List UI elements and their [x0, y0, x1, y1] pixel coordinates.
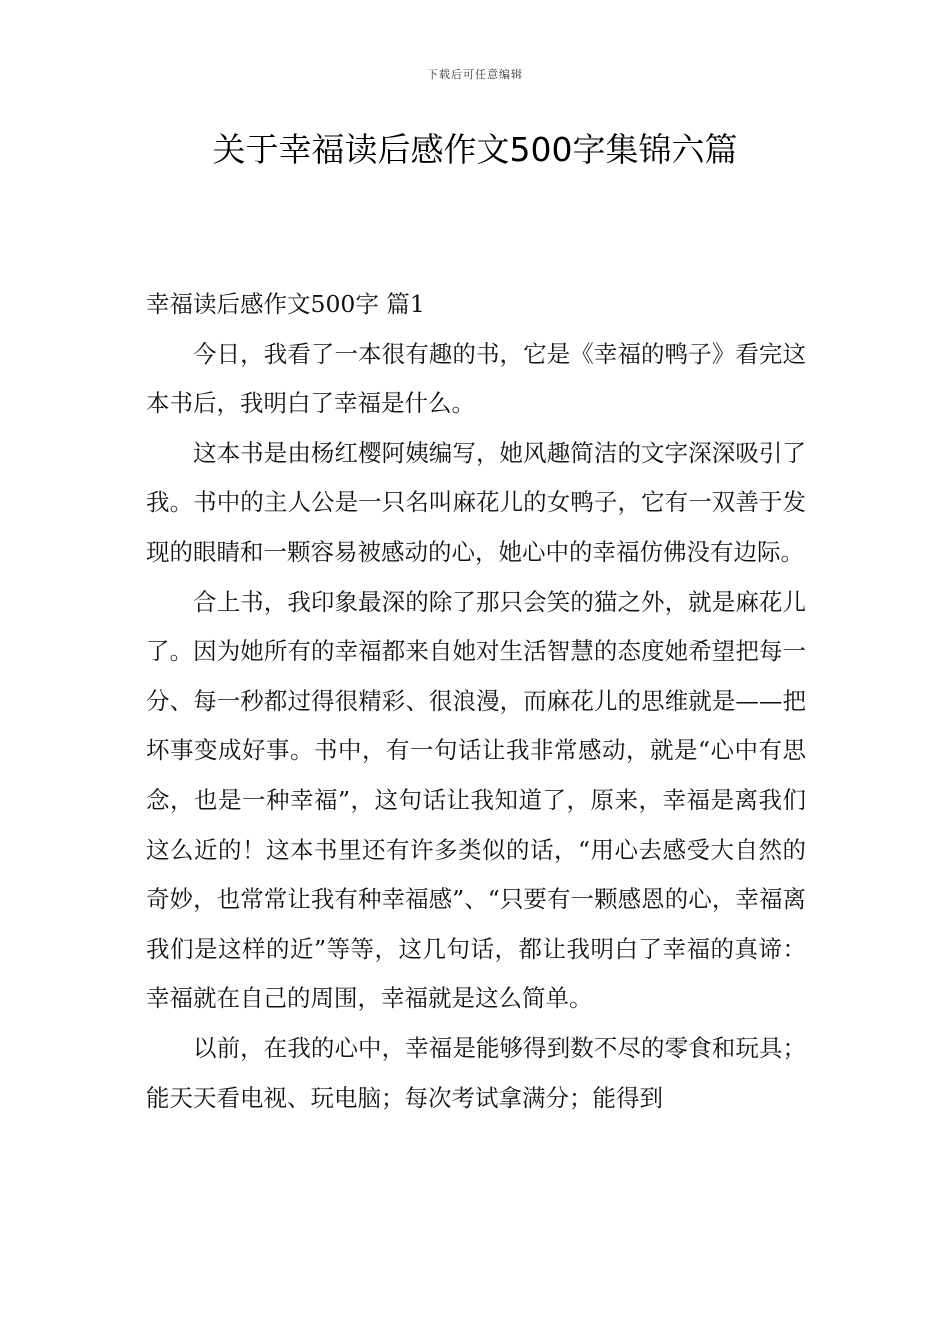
- header-note: 下载后可任意编辑: [427, 68, 523, 81]
- document-title: 关于幸福读后感作文500字集锦六篇: [212, 130, 738, 169]
- paragraph-3: 合上书，我印象最深的除了那只会笑的猫之外，就是麻花儿了。因为她所有的幸福都来自她对生活智慧的态度她希望把每一分、每一秒都过得很精彩、很浪漫，而麻花儿的思维就是——把坏事变成好事。书中，有一句话让我非常感动，就是“心中有思念，也是一种幸福”，这句话让我知道了，原来，幸福是离我们这么近的！这本书里还有许多类似的话，“用心去感受大自然的奇妙，也常常让我有种幸福感”、“只要有一颗感恩的心，幸福离我们是这样的近”等等，这几句话，都让我明白了幸福的真谛：幸福就在自己的周围，幸福就是这么简单。: [146, 587, 806, 1013]
- document-body: [146, 280, 806, 1123]
- paragraph-2: 这本书是由杨红樱阿姨编写，她风趣简洁的文字深深吸引了我。书中的主人公是一只名叫麻花儿的女鸭子，它有一双善于发现的眼睛和一颗容易被感动的心，她心中的幸福仿佛没有边际。: [146, 438, 806, 566]
- paragraph-1: 今日，我看了一本很有趣的书，它是《幸福的鸭子》看完这本书后，我明白了幸福是什么。: [146, 339, 806, 418]
- section-heading: 幸福读后感作文500字 篇1: [146, 290, 425, 318]
- paragraph-4: 以前，在我的心中，幸福是能够得到数不尽的零食和玩具；能天天看电视、玩电脑；每次考试拿满分；能得到: [146, 1033, 806, 1112]
